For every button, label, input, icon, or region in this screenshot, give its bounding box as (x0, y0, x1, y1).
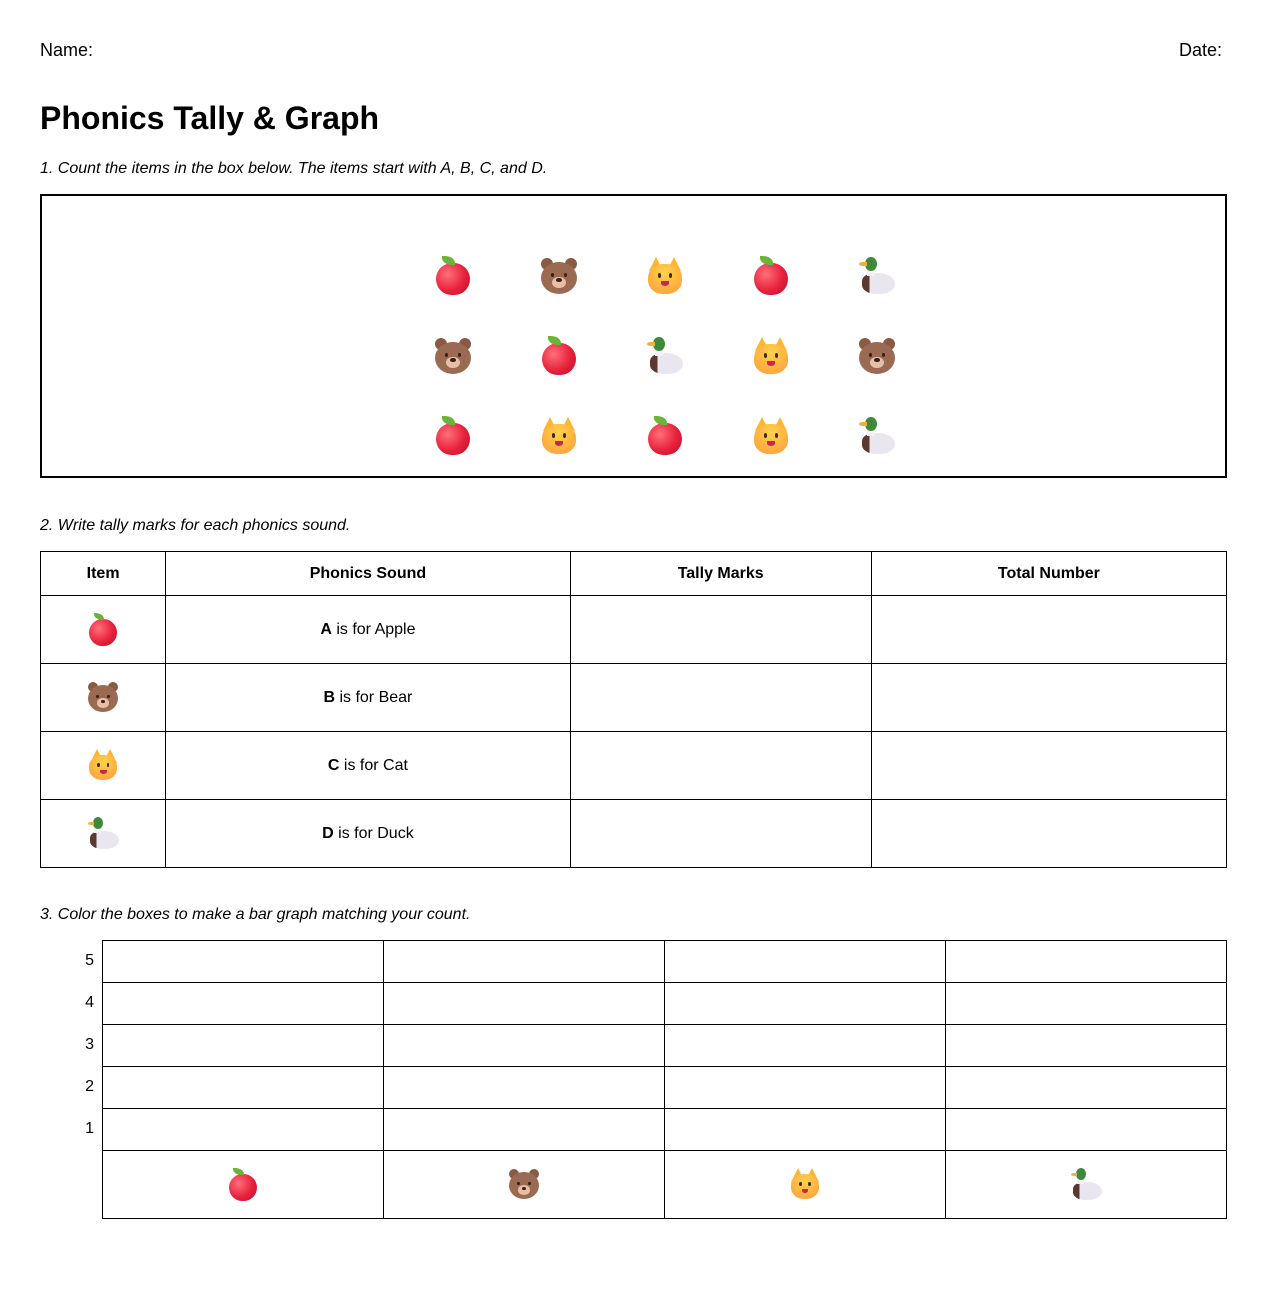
graph-box[interactable] (103, 1109, 384, 1151)
item-cell (41, 664, 166, 732)
apple-icon (751, 256, 791, 296)
sound-letter: A (320, 620, 332, 638)
cat-icon (751, 336, 791, 376)
count-item (612, 236, 718, 316)
count-item (824, 316, 930, 396)
count-item (506, 316, 612, 396)
duck-icon (857, 416, 897, 456)
total-number-cell[interactable] (871, 596, 1226, 664)
tally-marks-cell[interactable] (570, 732, 871, 800)
graph-category (946, 1151, 1227, 1219)
page-title: Phonics Tally & Graph (40, 100, 380, 136)
count-item (612, 316, 718, 396)
graph-box[interactable] (946, 1025, 1227, 1067)
graph-row (103, 1109, 1227, 1151)
apple-icon (539, 336, 579, 376)
count-grid (400, 236, 930, 476)
graph-box[interactable] (665, 1025, 946, 1067)
y-axis-label: 3 (85, 1036, 94, 1053)
y-axis-label: 4 (85, 994, 94, 1011)
sound-letter: B (323, 688, 336, 706)
graph-box[interactable] (946, 1067, 1227, 1109)
cat-icon (539, 416, 579, 456)
graph-box[interactable] (384, 941, 665, 983)
apple-icon (645, 416, 685, 456)
phonics-sound-cell (166, 664, 570, 732)
duck-icon (1069, 1168, 1103, 1202)
graph-box[interactable] (103, 983, 384, 1025)
graph-box[interactable] (665, 983, 946, 1025)
count-item (612, 396, 718, 476)
instruction-step1: 1. Count the items in the box below. The items start with A, B, C, and D. (40, 160, 548, 177)
count-item (718, 316, 824, 396)
header-tally-marks: Tally Marks (570, 552, 871, 596)
item-cell (41, 732, 166, 800)
graph-box[interactable] (384, 1109, 665, 1151)
tally-table (40, 551, 1227, 868)
header-item: Item (41, 552, 166, 596)
table-row (41, 596, 1227, 664)
sound-text: is for Bear (335, 688, 413, 706)
count-item (400, 316, 506, 396)
graph-box[interactable] (384, 1025, 665, 1067)
graph-box[interactable] (384, 983, 665, 1025)
count-item (824, 236, 930, 316)
graph-box[interactable] (946, 1109, 1227, 1151)
graph-box[interactable] (665, 1109, 946, 1151)
graph-row (103, 983, 1227, 1025)
graph-category (384, 1151, 665, 1219)
tally-marks-cell[interactable] (570, 800, 871, 868)
tally-marks-cell[interactable] (570, 664, 871, 732)
count-item (400, 396, 506, 476)
duck-icon (857, 256, 897, 296)
tally-header-row (41, 552, 1227, 596)
graph-box[interactable] (103, 941, 384, 983)
total-number-cell[interactable] (871, 800, 1226, 868)
phonics-sound-cell (166, 732, 570, 800)
instruction-step2: 2. Write tally marks for each phonics sound. (40, 517, 351, 534)
cat-icon (751, 416, 791, 456)
bar-graph-grid (102, 940, 1227, 1219)
bear-icon (857, 336, 897, 376)
sound-text: is for Apple (331, 620, 416, 638)
table-row (41, 800, 1227, 868)
y-axis-label: 2 (85, 1078, 94, 1095)
table-row (41, 732, 1227, 800)
count-item (506, 396, 612, 476)
sound-text: is for Cat (339, 756, 408, 774)
y-axis-label: 1 (85, 1120, 94, 1137)
header-total-number: Total Number (871, 552, 1226, 596)
item-cell (41, 596, 166, 664)
graph-box[interactable] (665, 1067, 946, 1109)
item-cell (41, 800, 166, 868)
header-row (40, 40, 1222, 64)
duck-icon (645, 336, 685, 376)
graph-box[interactable] (665, 941, 946, 983)
count-item (400, 236, 506, 316)
sound-text: is for Duck (333, 824, 414, 842)
bear-icon (86, 681, 120, 715)
sound-letter: D (322, 824, 334, 842)
graph-box[interactable] (946, 941, 1227, 983)
bear-icon (507, 1168, 541, 1202)
table-row (41, 664, 1227, 732)
count-item (506, 236, 612, 316)
date-label: Date: (1178, 40, 1222, 60)
header-phonics-sound: Phonics Sound (166, 552, 570, 596)
sound-letter: C (327, 756, 340, 774)
count-item (718, 396, 824, 476)
apple-icon (433, 416, 473, 456)
bear-icon (539, 256, 579, 296)
count-item (824, 396, 930, 476)
apple-icon (86, 613, 120, 647)
cat-icon (86, 749, 120, 783)
graph-box[interactable] (103, 1067, 384, 1109)
apple-icon (433, 256, 473, 296)
total-number-cell[interactable] (871, 664, 1226, 732)
graph-category (103, 1151, 384, 1219)
y-axis-label: 5 (85, 952, 94, 969)
graph-icon-row (103, 1151, 1227, 1219)
name-label: Name: (40, 40, 94, 60)
phonics-sound-cell (166, 800, 570, 868)
tally-marks-cell[interactable] (570, 596, 871, 664)
duck-icon (86, 817, 120, 851)
graph-box[interactable] (946, 983, 1227, 1025)
cat-icon (788, 1168, 822, 1202)
cat-icon (645, 256, 685, 296)
phonics-sound-cell (166, 596, 570, 664)
total-number-cell[interactable] (871, 732, 1226, 800)
count-box (40, 194, 1227, 478)
bar-graph-y-axis (70, 940, 94, 1150)
apple-icon (226, 1168, 260, 1202)
count-item (718, 236, 824, 316)
graph-row (103, 1025, 1227, 1067)
graph-row (103, 1067, 1227, 1109)
graph-box[interactable] (103, 1025, 384, 1067)
graph-box[interactable] (384, 1067, 665, 1109)
graph-row (103, 941, 1227, 983)
bear-icon (433, 336, 473, 376)
graph-category (665, 1151, 946, 1219)
instruction-step3: 3. Color the boxes to make a bar graph matching your count. (40, 906, 471, 923)
